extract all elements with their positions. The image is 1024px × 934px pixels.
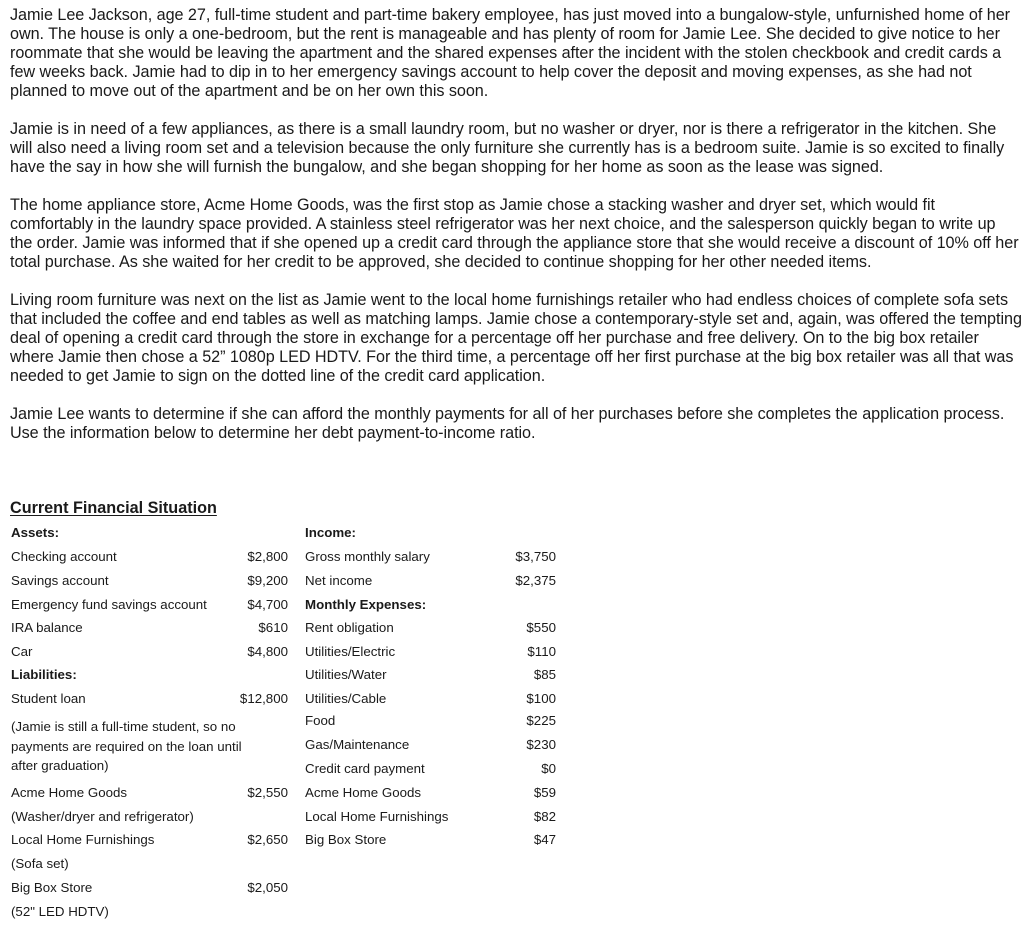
narrative [10, 6, 1022, 462]
purchase-detail: (Sofa set) [11, 856, 69, 871]
expense-value: $47 [533, 832, 556, 847]
purchase-value: $2,050 [247, 880, 288, 895]
income-item-label: Net income [305, 573, 373, 588]
liabilities-label: Liabilities: [11, 667, 77, 682]
expense-label: Acme Home Goods [305, 785, 422, 800]
assets-label: Assets: [11, 525, 60, 540]
expense-value: $82 [533, 809, 556, 824]
expense-value: $0 [541, 761, 556, 776]
narrative-paragraph: Living room furniture was next on the list as Jamie went to the local home furnishings retailer who had endless choices of complete sofa sets that included the coffee and end tables as well as matching lamps. Jamie chose a contemporary-style set and, again, was offered the tempting deal of opening a credit card through the store in exchange for a percentage off her purchase and free delivery. On to the big box retailer where Jamie then chose a 52” 1080p LED HDTV. For the third time, a percentage off her first purchase at the big box retailer was all that was needed to get Jamie to sign on the dotted line of the credit card application. [10, 291, 1022, 385]
expense-value: $100 [526, 691, 556, 706]
expenses-label: Monthly Expenses: [305, 597, 427, 612]
asset-value: $610 [258, 620, 288, 635]
asset-value: $4,800 [247, 644, 288, 659]
section-heading: Current Financial Situation [10, 499, 217, 517]
asset-value: $2,800 [247, 549, 288, 564]
expense-value: $230 [526, 737, 556, 752]
income-item-label: Gross monthly salary [305, 549, 430, 564]
expense-value: $110 [527, 644, 556, 659]
expense-label: Utilities/Electric [305, 644, 396, 659]
purchase-label: Acme Home Goods [11, 785, 128, 800]
asset-label: Savings account [11, 573, 109, 588]
expense-label: Local Home Furnishings [305, 809, 449, 824]
asset-value: $4,700 [247, 597, 288, 612]
income-item-value: $2,375 [515, 573, 556, 588]
purchase-value: $2,550 [247, 785, 288, 800]
expense-value: $225 [526, 713, 556, 728]
liability-label: Student loan [11, 691, 86, 706]
expense-value: $85 [533, 667, 556, 682]
narrative-paragraph: Jamie Lee wants to determine if she can afford the monthly payments for all of her purchases before she completes the application process. Use the information below to determine her debt payment-to-income ratio. [10, 405, 1005, 442]
income-item-value: $3,750 [515, 549, 556, 564]
narrative-paragraph: Jamie Lee Jackson, age 27, full-time student and part-time bakery employee, has just moved into a bungalow-style, unfurnished home of her own. The house is only a one-bedroom, but the rent is manageable and has plenty of room for Jamie Lee. She decided to give notice to her roommate that she would be leaving the apartment and the shared expenses after the incident with the stolen checkbook and credit cards a few weeks back. Jamie had to dip in to her emergency savings account to help cover the deposit and moving expenses, as she had not planned to move out of the apartment and be on her own this soon. [10, 6, 1011, 100]
expense-label: Gas/Maintenance [305, 737, 410, 752]
purchase-label: Local Home Furnishings [11, 832, 155, 847]
purchase-value: $2,650 [247, 832, 288, 847]
asset-label: Car [11, 644, 33, 659]
purchase-detail: (Washer/dryer and refrigerator) [11, 809, 194, 824]
student-loan-note: (Jamie is still a full-time student, so no payments are required on the loan until after graduation) [11, 719, 242, 773]
asset-label: Checking account [11, 549, 117, 564]
expense-label: Utilities/Water [305, 667, 387, 682]
expense-label: Big Box Store [305, 832, 387, 847]
liability-value: $12,800 [239, 691, 288, 706]
expense-value: $59 [533, 785, 556, 800]
expense-label: Food [305, 713, 336, 728]
expense-value: $550 [526, 620, 556, 635]
asset-value: $9,200 [247, 573, 288, 588]
narrative-paragraph: Jamie is in need of a few appliances, as there is a small laundry room, but no washer or dryer, nor is there a refrigerator in the kitchen. She will also need a living room set and a television because the only furniture she currently has is a bedroom suite. Jamie is so excited to finally have the say in how she will furnish the bungalow, and she began shopping for her home as soon as the lease was signed. [10, 120, 1005, 176]
expense-label: Utilities/Cable [305, 691, 387, 706]
expense-label: Rent obligation [305, 620, 394, 635]
income-label: Income: [305, 525, 356, 540]
asset-label: Emergency fund savings account [11, 597, 207, 612]
narrative-paragraph: The home appliance store, Acme Home Goods, was the first stop as Jamie chose a stacking washer and dryer set, which would fit comfortably in the laundry space provided. A stainless steel refrigerator was her next choice, and the salesperson quickly began to write up the order. Jamie was informed that if she opened up a credit card through the appliance store that she would receive a discount of 10% off her total purchase. As she waited for her credit to be approved, she decided to continue shopping for her other needed items. [10, 196, 1019, 271]
asset-label: IRA balance [11, 620, 83, 635]
expense-label: Credit card payment [305, 761, 425, 776]
purchase-detail: (52" LED HDTV) [11, 904, 109, 919]
purchase-label: Big Box Store [11, 880, 93, 895]
